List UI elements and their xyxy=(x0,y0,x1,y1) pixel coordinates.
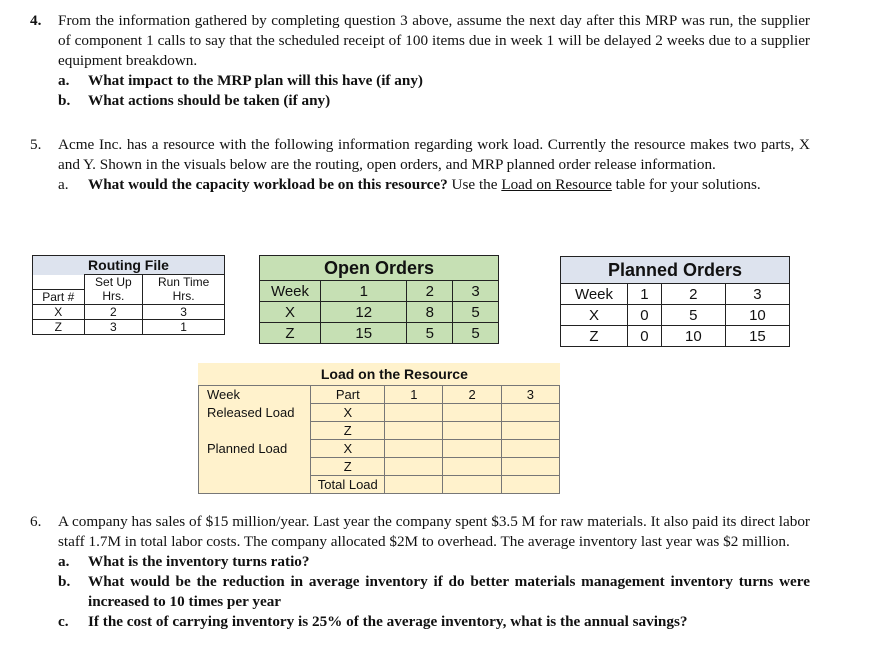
part-cell: X xyxy=(260,302,321,323)
week-cell: 1 xyxy=(321,281,407,302)
load-input-cell[interactable] xyxy=(385,440,443,458)
empty-cell xyxy=(199,476,311,494)
planned-orders-title: Planned Orders xyxy=(561,257,790,284)
value-cell: 8 xyxy=(407,302,453,323)
routing-file-table xyxy=(32,255,225,335)
part-letter: c. xyxy=(58,613,69,630)
question-5-text: Acme Inc. has a resource with the following information regarding work load. Currently the resource makes two parts, X and Y. Shown in the visuals below are the routing, open orders, and MRP planned order release information. xyxy=(58,136,810,173)
load-input-cell[interactable] xyxy=(501,476,559,494)
open-orders-table xyxy=(259,255,499,344)
load-input-cell[interactable] xyxy=(385,422,443,440)
total-load-label: Total Load xyxy=(311,476,385,494)
setup-cell: 2 xyxy=(84,304,143,319)
value-cell: 5 xyxy=(661,305,725,326)
load-input-cell[interactable] xyxy=(385,404,443,422)
load-input-cell[interactable] xyxy=(443,440,501,458)
load-input-cell[interactable] xyxy=(443,422,501,440)
part-text: What actions should be taken (if any) xyxy=(88,92,331,109)
runtime-cell: 3 xyxy=(143,304,225,319)
load-input-cell[interactable] xyxy=(501,404,559,422)
value-cell: 15 xyxy=(321,323,407,344)
table-row xyxy=(561,305,790,326)
setup-header: Set Up xyxy=(84,275,143,290)
week-cell: 2 xyxy=(407,281,453,302)
runtime-cell: 1 xyxy=(143,319,225,334)
part-text: What is the inventory turns ratio? xyxy=(88,553,310,570)
planned-orders-table xyxy=(560,256,790,347)
empty-cell xyxy=(199,422,311,440)
load-input-cell[interactable] xyxy=(385,476,443,494)
table-row xyxy=(199,404,560,422)
value-cell: 12 xyxy=(321,302,407,323)
setup-cell: 3 xyxy=(84,319,143,334)
week-cell: 1 xyxy=(628,284,662,305)
part-cell: Z xyxy=(33,319,85,334)
question-5 xyxy=(30,135,810,195)
value-cell: 5 xyxy=(407,323,453,344)
value-cell: 15 xyxy=(725,326,789,347)
question-4-text: From the information gathered by completing question 3 above, assume the next day after this MRP was run, the supplier of component 1 calls to say that the scheduled receipt of 100 items due in week 1 will be delayed 2 weeks due to a supplier equipment breakdown. xyxy=(58,12,810,69)
table-row xyxy=(561,326,790,347)
setup-unit: Hrs. xyxy=(84,289,143,304)
runtime-header: Run Time xyxy=(143,275,225,290)
empty-cell xyxy=(199,458,311,476)
question-4-part-b xyxy=(30,91,810,111)
question-5-part-a xyxy=(30,175,810,195)
week-cell: 3 xyxy=(453,281,499,302)
part-text: What would be the reduction in average inventory if do better materials management inventory turns were increased to 10 times per year xyxy=(88,573,810,610)
load-on-resource-link: Load on Resource xyxy=(501,176,612,193)
empty-cell xyxy=(199,363,311,386)
part-letter: b. xyxy=(58,573,71,590)
part-text: If the cost of carrying inventory is 25% of the average inventory, what is the annual savings? xyxy=(88,613,688,630)
value-cell: 0 xyxy=(628,305,662,326)
week-cell: 3 xyxy=(501,386,559,404)
part-bold-text: What would the capacity workload be on this resource? xyxy=(88,176,448,193)
table-row xyxy=(260,323,499,344)
released-load-label: Released Load xyxy=(199,404,311,422)
load-input-cell[interactable] xyxy=(501,422,559,440)
routing-title: Routing File xyxy=(33,256,225,275)
question-4-part-a xyxy=(30,71,810,91)
load-input-cell[interactable] xyxy=(443,476,501,494)
empty-cell xyxy=(33,275,85,290)
part-cell: X xyxy=(311,440,385,458)
question-6-part-a xyxy=(30,552,810,572)
value-cell: 5 xyxy=(453,302,499,323)
question-6-text: A company has sales of $15 million/year. Last year the company spent $3.5 M for raw materials. It also paid its direct labor staff 1.7M in total labor costs. The company allocated $2M to overhead. The average inventory last year was $2 million. xyxy=(58,513,810,550)
load-on-resource-table xyxy=(198,363,560,494)
value-cell: 10 xyxy=(661,326,725,347)
table-row xyxy=(199,422,560,440)
load-input-cell[interactable] xyxy=(501,458,559,476)
week-header: Week xyxy=(561,284,628,305)
part-cell: X xyxy=(33,304,85,319)
runtime-unit: Hrs. xyxy=(143,289,225,304)
part-letter: a. xyxy=(58,553,70,570)
load-input-cell[interactable] xyxy=(501,440,559,458)
part-pre-text: Use the xyxy=(447,176,502,193)
part-letter: a. xyxy=(58,72,70,89)
part-letter: a. xyxy=(58,176,69,193)
table-row xyxy=(260,302,499,323)
part-cell: X xyxy=(311,404,385,422)
load-input-cell[interactable] xyxy=(385,458,443,476)
part-cell: Z xyxy=(311,422,385,440)
part-letter: b. xyxy=(58,92,71,109)
load-input-cell[interactable] xyxy=(443,404,501,422)
part-cell: X xyxy=(561,305,628,326)
week-cell: 1 xyxy=(385,386,443,404)
table-row xyxy=(199,476,560,494)
week-label: Week xyxy=(199,386,311,404)
table-row xyxy=(33,304,225,319)
question-6-number: 6. xyxy=(30,513,42,530)
week-cell: 2 xyxy=(661,284,725,305)
week-cell: 2 xyxy=(443,386,501,404)
value-cell: 0 xyxy=(628,326,662,347)
part-cell: Z xyxy=(311,458,385,476)
table-row xyxy=(33,319,225,334)
question-4 xyxy=(30,11,810,111)
part-text: What impact to the MRP plan will this have (if any) xyxy=(88,72,423,89)
load-title: Load on the Resource xyxy=(320,366,468,382)
question-5-number: 5. xyxy=(30,136,42,153)
question-6-part-c xyxy=(30,612,810,632)
table-row xyxy=(199,440,560,458)
table-row xyxy=(199,458,560,476)
question-4-number: 4. xyxy=(30,12,42,29)
question-6-part-b xyxy=(30,572,810,612)
planned-load-label: Planned Load xyxy=(199,440,311,458)
part-cell: Z xyxy=(260,323,321,344)
part-header: Part # xyxy=(33,289,85,304)
part-post-text: table for your solutions. xyxy=(611,176,761,193)
week-header: Week xyxy=(260,281,321,302)
value-cell: 10 xyxy=(725,305,789,326)
open-orders-title: Open Orders xyxy=(260,256,499,281)
week-cell: 3 xyxy=(725,284,789,305)
value-cell: 5 xyxy=(453,323,499,344)
question-6 xyxy=(30,512,810,632)
load-input-cell[interactable] xyxy=(443,458,501,476)
part-cell: Z xyxy=(561,326,628,347)
part-header: Part xyxy=(311,386,385,404)
